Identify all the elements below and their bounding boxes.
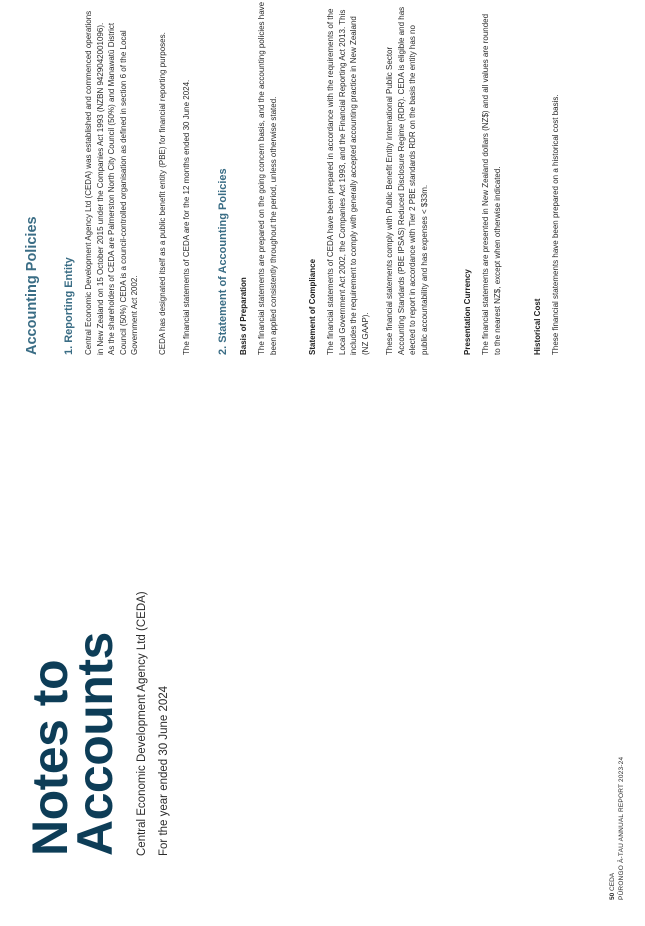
paragraph-line: Council (50%) CEDA is a council-controlled organisation as defined in section 6 of the Local	[118, 30, 128, 355]
compliance-paragraph-1	[325, 9, 371, 355]
paragraph-line: Local Government Act 2002, the Companies Act 1993, and the Financial Reporting Act 2013. This	[337, 9, 347, 355]
paragraph-line: The financial statements of CEDA have been prepared in accordance with the requirements of the	[326, 8, 335, 355]
historical-cost-text: These financial statements have been prepared on a historical cost basis.	[551, 94, 560, 355]
compliance-paragraph-2	[384, 7, 430, 355]
page-title-line-1: Notes to	[22, 660, 78, 856]
reporting-entity-paragraph	[83, 11, 141, 355]
paragraph-line: Government Act 2002.	[130, 275, 140, 355]
paragraph-line: Accounting Standards (PBE IPSAS) Reduced Disclosure Regime (RDR). CEDA is eligible and has	[396, 6, 406, 355]
page-title-line-2: Accounts	[67, 632, 123, 856]
basis-of-preparation-text	[256, 2, 279, 355]
organisation-name: Central Economic Development Agency Ltd (CEDA)	[136, 591, 148, 856]
paragraph-line: in New Zealand on 15 October 2015 under the Companies Act 1993 (NZBN 9429042001096).	[95, 22, 105, 355]
reporting-period-paragraph: The financial statements of CEDA are for the 12 months ended 30 June 2024.	[182, 79, 191, 355]
paragraph-line: been applied consistently throughout the period, unless otherwise stated.	[268, 96, 278, 355]
paragraph-line: elected to report in accordance with Tier 2 PBE standards RDR on the basis the entity has no	[408, 25, 418, 355]
paragraph-line: to the nearest NZ$, except when otherwise indicated.	[492, 166, 502, 355]
page-number: 50	[609, 892, 616, 900]
basis-of-preparation-title: Basis of Preparation	[239, 277, 248, 355]
presentation-currency-title: Presentation Currency	[463, 269, 472, 355]
footer-report-title: PŪRONGO Ā-TAU ANNUAL REPORT 2023-24	[618, 756, 625, 900]
section-heading: Accounting Policies	[24, 216, 40, 355]
paragraph-line: (NZ GAAP).	[360, 312, 370, 355]
paragraph-line: As the shareholders of CEDA are Palmerston North City Council (50%) and Manawatū District	[107, 22, 117, 355]
footer-brand: CEDA	[609, 872, 616, 891]
paragraph-line: includes the requirement to comply with generally accepted accounting practice in New Zealand	[349, 16, 359, 355]
historical-cost-title: Historical Cost	[533, 298, 542, 355]
statement-of-compliance-title: Statement of Compliance	[308, 258, 317, 355]
paragraph-line: The financial statements are presented in New Zealand dollars (NZ$) and all values are rounded	[481, 13, 490, 355]
pbe-designation-paragraph: CEDA has designated itself as a public benefit entity (PBE) for financial reporting purposes.	[158, 32, 167, 355]
paragraph-line: These financial statements comply with Public Benefit Entity International Public Sector	[385, 46, 394, 355]
paragraph-line: Central Economic Development Agency Ltd (CEDA) was established and commenced operations	[84, 10, 93, 355]
section-1-title: 1. Reporting Entity	[63, 257, 75, 355]
paragraph-line: The financial statements are prepared on the going concern basis, and the accounting policies have	[257, 1, 266, 355]
section-2-title: 2. Statement of Accounting Policies	[217, 168, 229, 355]
paragraph-line: public accountability and has expenses < $33m.	[419, 184, 429, 355]
reporting-period: For the year ended 30 June 2024	[158, 685, 170, 856]
presentation-currency-text	[480, 14, 503, 355]
